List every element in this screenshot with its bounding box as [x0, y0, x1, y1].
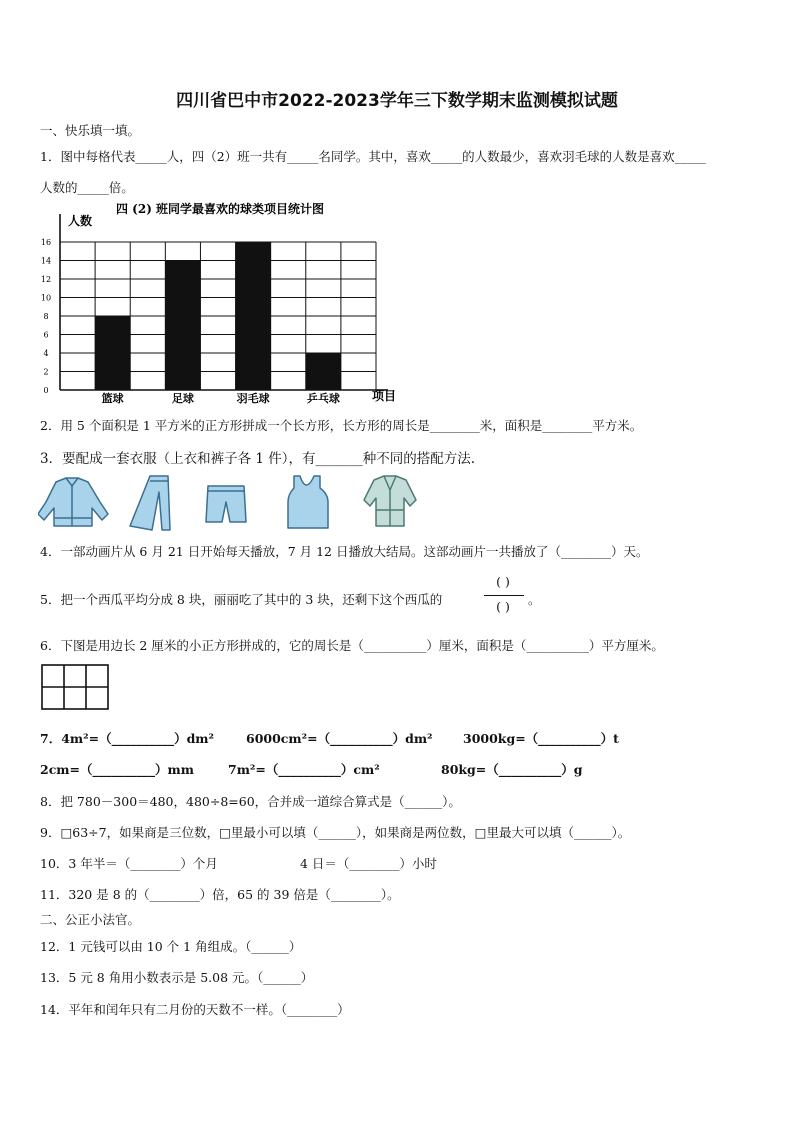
section-heading-true-false: 二、公正小法官。 [40, 912, 141, 927]
clothing-pictures [38, 472, 428, 534]
question-12: 12．1 元钱可以由 10 个 1 角组成。（______） [40, 939, 302, 954]
question-7-b1: 2cm=（__________）mm [40, 762, 194, 777]
square-figure [40, 663, 112, 713]
x-tick-label: 羽毛球 [236, 392, 270, 405]
bar-1 [95, 316, 130, 390]
y-tick-label: 0 [43, 386, 49, 395]
tank-top-icon [288, 476, 328, 528]
question-11: 11．320 是 8 的（________）倍，65 的 39 倍是（________）。 [40, 887, 400, 902]
fraction-denominator: ( ) [496, 599, 510, 614]
fraction-numerator: ( ) [496, 574, 510, 589]
question-10-a: 10．3 年半＝（________）个月 [40, 856, 218, 871]
question-7-a2: 6000cm²=（__________）dm² [246, 731, 433, 746]
x-tick-label: 足球 [171, 392, 194, 405]
chart-x-axis-label: 项目 [372, 389, 397, 403]
question-1-line-1: 1．图中每格代表_____人，四（2）班一共有_____名同学。其中，喜欢_____的人数最少，喜欢羽毛球的人数是喜欢_____ [40, 149, 706, 164]
y-tick-label: 16 [40, 238, 52, 247]
question-7-a3: 3000kg=（__________）t [463, 731, 619, 746]
question-9: 9．□63÷7，如果商是三位数，□里最小可以填（______），如果商是两位数，□里最大可以填（______）。 [40, 825, 631, 840]
y-tick-label: 12 [40, 275, 52, 284]
bar-4 [306, 353, 341, 390]
y-tick-label: 6 [43, 330, 49, 340]
question-7-b2: 7m²=（__________）cm² [228, 762, 380, 777]
question-5-end: 。 [528, 592, 541, 607]
trousers-icon [130, 476, 170, 530]
y-tick-label: 8 [43, 312, 49, 321]
question-2: 2．用 5 个面积是 1 平方米的正方形拼成一个长方形，长方形的周长是________米，面积是________平方米。 [40, 418, 643, 433]
question-7-a1: 7．4m²=（__________）dm² [40, 731, 215, 746]
question-5: 5．把一个西瓜平均分成 8 块，丽丽吃了其中的 3 块，还剩下这个西瓜的 [40, 592, 443, 607]
question-3: 3．要配成一套衣服（上衣和裤子各 1 件），有_______种不同的搭配方法. [40, 451, 476, 467]
question-4: 4．一部动画片从 6 月 21 日开始每天播放，7 月 12 日播放大结局。这部动画片一共播放了（________）天。 [40, 544, 649, 559]
question-6: 6．下图是用边长 2 厘米的小正方形拼成的，它的周长是（__________）厘米，面积是（__________）平方厘米。 [40, 638, 664, 653]
jacket-icon [38, 478, 108, 526]
question-7-b3: 80kg=（__________）g [441, 762, 583, 777]
chart-x-ticks [102, 391, 340, 405]
page-title: 四川省巴中市2022-2023学年三下数学期末监测模拟试题 [176, 91, 618, 111]
bar-3 [236, 242, 271, 390]
y-tick-label: 2 [43, 367, 49, 377]
chart-y-ticks [41, 238, 51, 395]
fraction-bar [484, 595, 524, 596]
bar-chart [36, 196, 406, 406]
chart-title: 四 (2) 班同学最喜欢的球类项目统计图 [116, 202, 325, 216]
section-heading-fill-in: 一、快乐填一填。 [40, 123, 141, 138]
x-tick-label: 乒乓球 [306, 392, 340, 405]
y-tick-label: 4 [43, 349, 49, 358]
question-1-line-2: 人数的_____倍。 [40, 180, 134, 195]
bar-2 [165, 261, 200, 391]
question-13: 13．5 元 8 角用小数表示是 5.08 元。（______） [40, 970, 314, 985]
x-tick-label: 篮球 [101, 392, 124, 405]
chart-y-axis-label: 人数 [68, 214, 93, 228]
question-8: 8．把 780－300＝480，480÷8=60，合并成一道综合算式是（______）。 [40, 794, 461, 809]
question-10-b: 4 日＝（________）小时 [300, 856, 437, 871]
y-tick-label: 14 [40, 256, 52, 266]
question-14: 14．平年和闰年只有二月份的天数不一样。（________） [40, 1002, 350, 1017]
coat-icon [364, 476, 416, 526]
y-tick-label: 10 [40, 293, 52, 303]
shorts-icon [206, 486, 246, 522]
